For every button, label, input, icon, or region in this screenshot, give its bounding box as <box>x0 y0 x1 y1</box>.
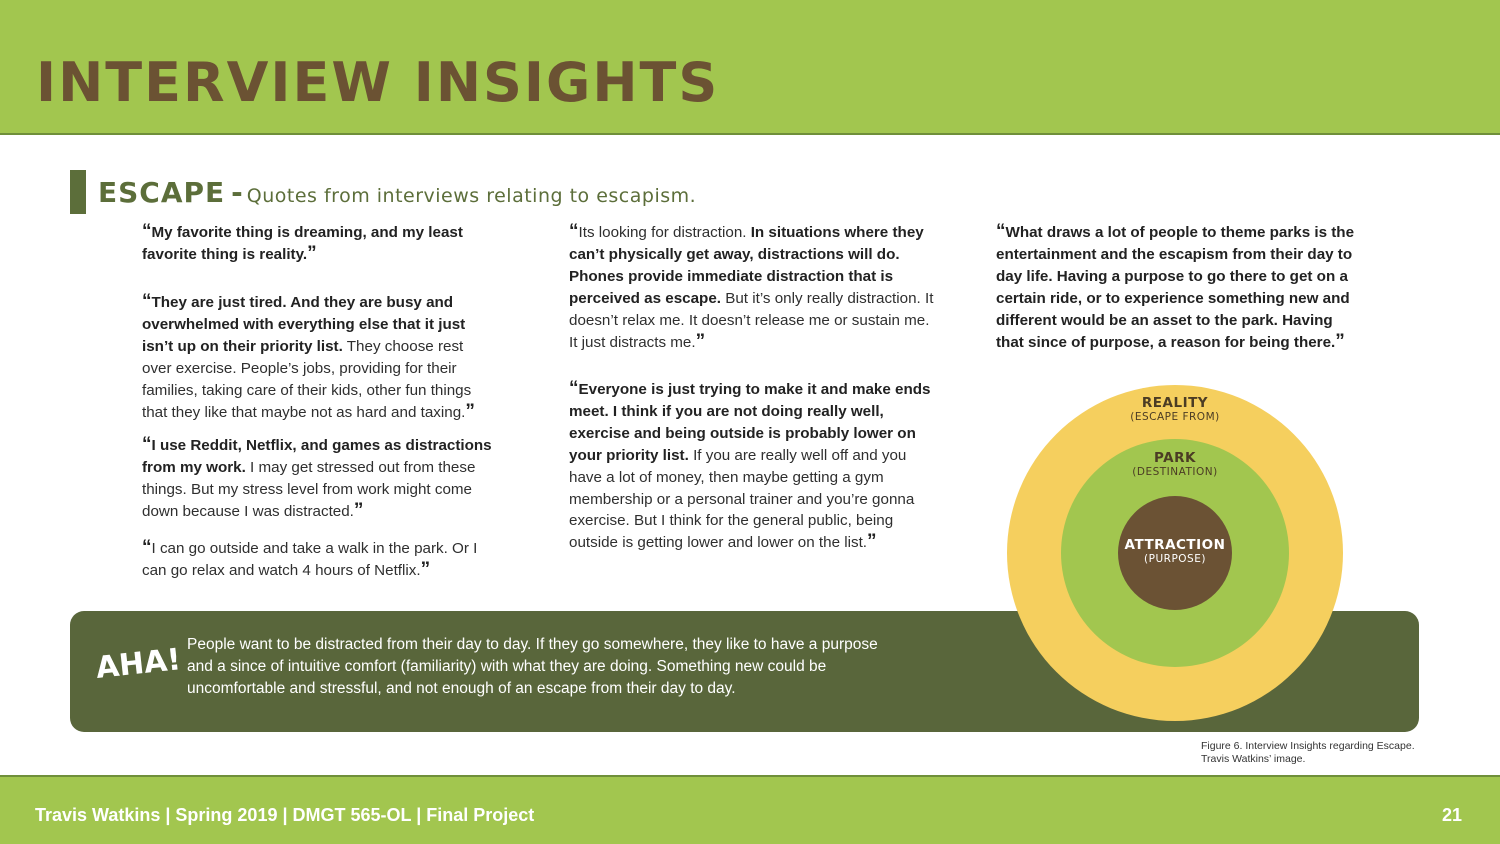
close-quote-mark: ” <box>307 242 317 264</box>
close-quote-mark: ” <box>353 499 364 521</box>
quote-theme-parks <box>996 222 1361 353</box>
open-quote-mark: “ <box>569 221 579 242</box>
quote-reddit <box>142 435 494 523</box>
open-quote-mark: “ <box>142 291 152 312</box>
footer-credits: Travis Watkins | Spring 2019 | DMGT 565-OL | Final Project <box>35 805 535 825</box>
open-quote-mark: “ <box>569 378 579 399</box>
close-quote-mark: ” <box>867 531 877 553</box>
reality-sublabel: (ESCAPE FROM) <box>1130 411 1220 423</box>
open-quote-mark: “ <box>996 221 1006 242</box>
quote-normal-text: Its looking for distraction. <box>578 224 751 241</box>
quote-make-ends-meet <box>569 379 934 554</box>
concentric-diagram <box>1005 383 1345 723</box>
quote-normal-text: They choose rest over exercise. People’s jobs, providing for their families, taking care of their kids, other fun things that they like that maybe not as hard and taxing. <box>142 337 472 421</box>
section-heading <box>98 176 696 209</box>
close-quote-mark: ” <box>420 558 431 580</box>
open-quote-mark: “ <box>142 434 152 455</box>
quote-bold-text: I use Reddit, Netflix, and games as distractions from my work. <box>142 437 492 476</box>
quote-normal-text: I may get stressed out from these things. But my stress level from work might come down because I was distracted. <box>142 458 476 520</box>
aha-text: People want to be distracted from their day to day. If they go somewhere, they like to have a purpose and a since of intuitive comfort (familiarity) with what they are doing. Something new could be uncomfortable and stressful, and not enough of an escape from their day to day. <box>187 636 878 697</box>
ring-label-reality <box>1005 396 1345 424</box>
header-band <box>0 0 1500 135</box>
quote-tired <box>142 292 494 423</box>
close-quote-mark: ” <box>465 400 475 422</box>
aha-label: AHA! <box>94 642 183 686</box>
quote-outside <box>142 538 502 582</box>
page-title: INTERVIEW INSIGHTS <box>36 51 720 114</box>
caption-line-2: Travis Watkins’ image. <box>1201 753 1306 765</box>
section-title <box>70 170 770 214</box>
attraction-label: ATTRACTION <box>1124 537 1226 553</box>
quote-distraction <box>569 222 934 353</box>
open-quote-mark: “ <box>142 537 152 558</box>
section-keyword: ESCAPE <box>98 176 226 209</box>
section-dash: - <box>231 176 243 209</box>
section-accent-bar <box>70 170 86 214</box>
open-quote-mark: “ <box>142 221 152 242</box>
quote-bold-text: In situations where they can’t physically get away, distractions will do. Phones provide immediate distraction that is perceived as escape. <box>569 224 924 307</box>
figure-caption <box>1201 740 1441 766</box>
close-quote-mark: ” <box>1335 330 1345 352</box>
attraction-sublabel: (PURPOSE) <box>1144 553 1206 565</box>
quote-dreaming <box>142 222 472 266</box>
section-subtitle: Quotes from interviews relating to escapism. <box>246 185 697 207</box>
close-quote-mark: ” <box>695 330 706 352</box>
park-sublabel: (DESTINATION) <box>1132 466 1218 478</box>
quote-normal-text: If you are really well off and you have a lot of money, then maybe getting a gym membership or a personal trainer and you’re gonna exercise. But I think for the general public, being outside is getting lower and lower on the list. <box>569 446 915 552</box>
quote-bold-text: Everyone is just trying to make it and make ends meet. I think if you are not doing really well, exercise and being outside is probably lower on your priority list. <box>569 381 931 464</box>
ring-label-attraction <box>1005 538 1345 566</box>
quote-bold-text: They are just tired. And they are busy and overwhelmed with everything else that it just isn’t up on their priority list. <box>142 294 466 355</box>
page-number: 21 <box>1441 805 1462 825</box>
quote-normal-text: I can go outside and take a walk in the park. Or I can go relax and watch 4 hours of Netflix. <box>142 540 478 579</box>
ring-label-park <box>1005 451 1345 479</box>
caption-line-1: Figure 6. Interview Insights regarding Escape. <box>1201 740 1415 752</box>
footer-band <box>0 775 1500 844</box>
quote-bold-text: What draws a lot of people to theme parks is the entertainment and the escapism from their day to day life. Having a purpose to go there to get on a certain ride, or to experience something new and different would be an asset to the park. Having that since of purpose, a reason for being there. <box>996 224 1355 351</box>
park-label: PARK <box>1154 450 1196 466</box>
quote-bold-text: My favorite thing is dreaming, and my least favorite thing is reality. <box>142 224 463 263</box>
reality-label: REALITY <box>1141 395 1209 411</box>
quote-normal-text: But it’s only really distraction. It doesn’t relax me. It doesn’t release me or sustain me. It just distracts me. <box>569 289 934 351</box>
